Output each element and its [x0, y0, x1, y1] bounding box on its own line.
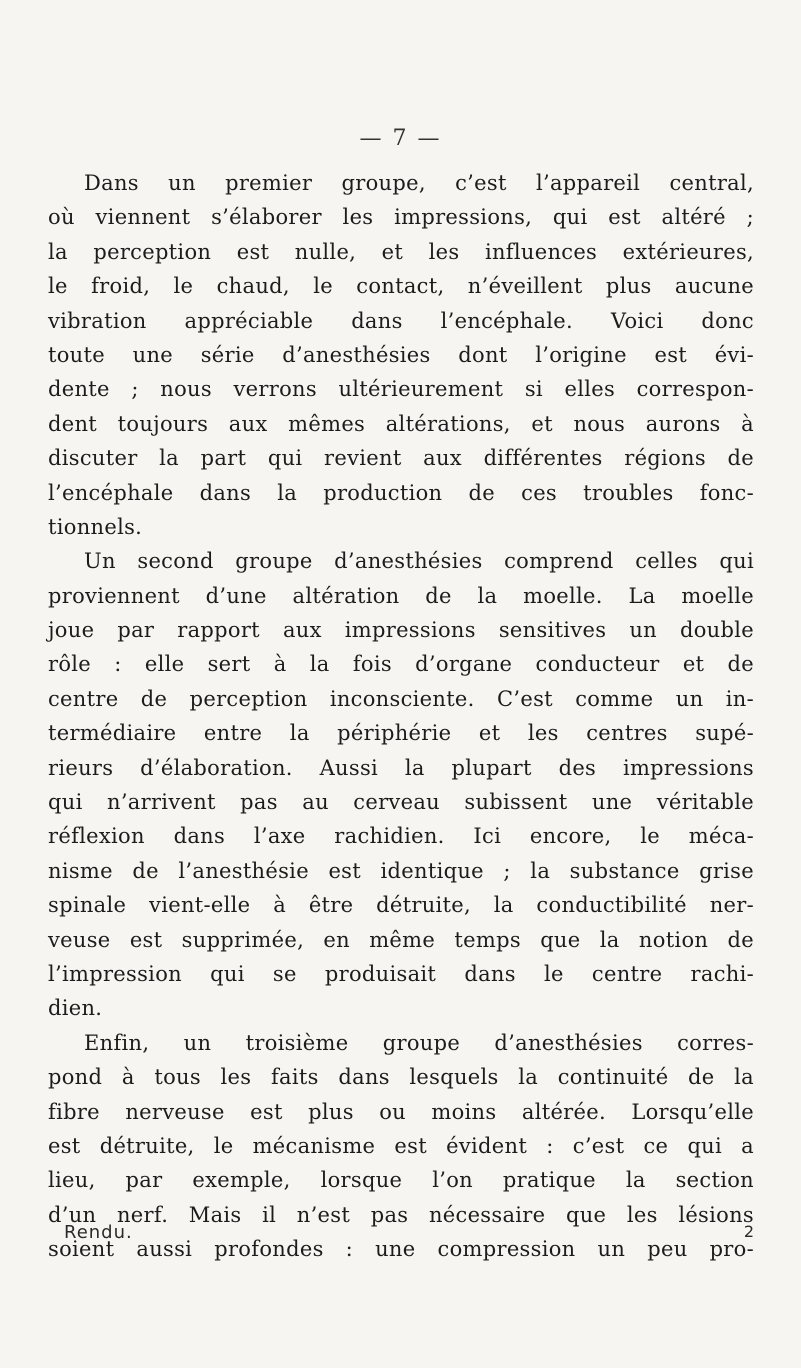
text-line: où viennent s’élaborer les impressions, qui est altéré ;	[48, 205, 754, 230]
text-line: spinale vient-elle à être détruite, la conductibilité ner-	[48, 893, 754, 918]
text-line: rôle : elle sert à la fois d’organe conducteur et de	[48, 652, 754, 677]
text-line: la perception est nulle, et les influences extérieures,	[48, 239, 754, 264]
text-line: est détruite, le mécanisme est évident : c’est ce qui a	[48, 1133, 754, 1158]
text-line: dente ; nous verrons ultérieurement si elles correspon-	[48, 377, 754, 402]
text-line: rieurs d’élaboration. Aussi la plupart des impressions	[48, 755, 754, 780]
text-line: réflexion dans l’axe rachidien. Ici encore, le méca-	[48, 824, 754, 849]
text-line: soient aussi profondes : une compression un peu pro-	[48, 1237, 754, 1262]
text-line: l’encéphale dans la production de ces troubles fonc-	[48, 480, 754, 505]
text-line: toute une série d’anesthésies dont l’origine est évi-	[48, 342, 754, 367]
text-line: centre de perception inconsciente. C’est comme un in-	[48, 686, 754, 711]
text-line: lieu, par exemple, lorsque l’on pratique la section	[48, 1168, 754, 1193]
text-line: fibre nerveuse est plus ou moins altérée. Lorsqu’elle	[48, 1099, 754, 1124]
text-line: l’impression qui se produisait dans le centre rachi-	[48, 961, 754, 986]
text-line: Dans un premier groupe, c’est l’appareil central,	[84, 171, 754, 195]
text-line: joue par rapport aux impressions sensitives un double	[48, 618, 754, 643]
sheet-number: 2	[743, 1222, 754, 1241]
text-line: discuter la part qui revient aux différentes régions de	[48, 446, 754, 471]
text-line: dent toujours aux mêmes altérations, et nous aurons à	[48, 411, 754, 436]
text-line: Enfin, un troisième groupe d’anesthésies corres-	[84, 1030, 754, 1055]
page-number: — 7 —	[359, 126, 442, 151]
text-line: tionnels.	[48, 514, 143, 539]
text-line: proviennent d’une altération de la moelle. La moelle	[48, 583, 754, 608]
text-line: Un second groupe d’anesthésies comprend celles qui	[84, 549, 754, 574]
text-line: vibration appréciable dans l’encéphale. Voici donc	[48, 308, 754, 333]
text-line: dien.	[48, 996, 103, 1021]
text-line: qui n’arrivent pas au cerveau subissent une véritable	[48, 790, 754, 815]
body-text	[48, 166, 754, 1267]
text-line: d’un nerf. Mais il n’est pas nécessaire que les lésions	[48, 1202, 754, 1227]
text-line: le froid, le chaud, le contact, n’éveillent plus aucune	[48, 274, 754, 299]
text-line: termédiaire entre la périphérie et les centres supé-	[48, 721, 754, 746]
text-line: nisme de l’anesthésie est identique ; la substance grise	[48, 858, 754, 883]
text-line: pond à tous les faits dans lesquels la continuité de la	[48, 1065, 754, 1090]
printer-signature: Rendu.	[64, 1222, 133, 1243]
text-line: veuse est supprimée, en même temps que la notion de	[48, 927, 754, 952]
